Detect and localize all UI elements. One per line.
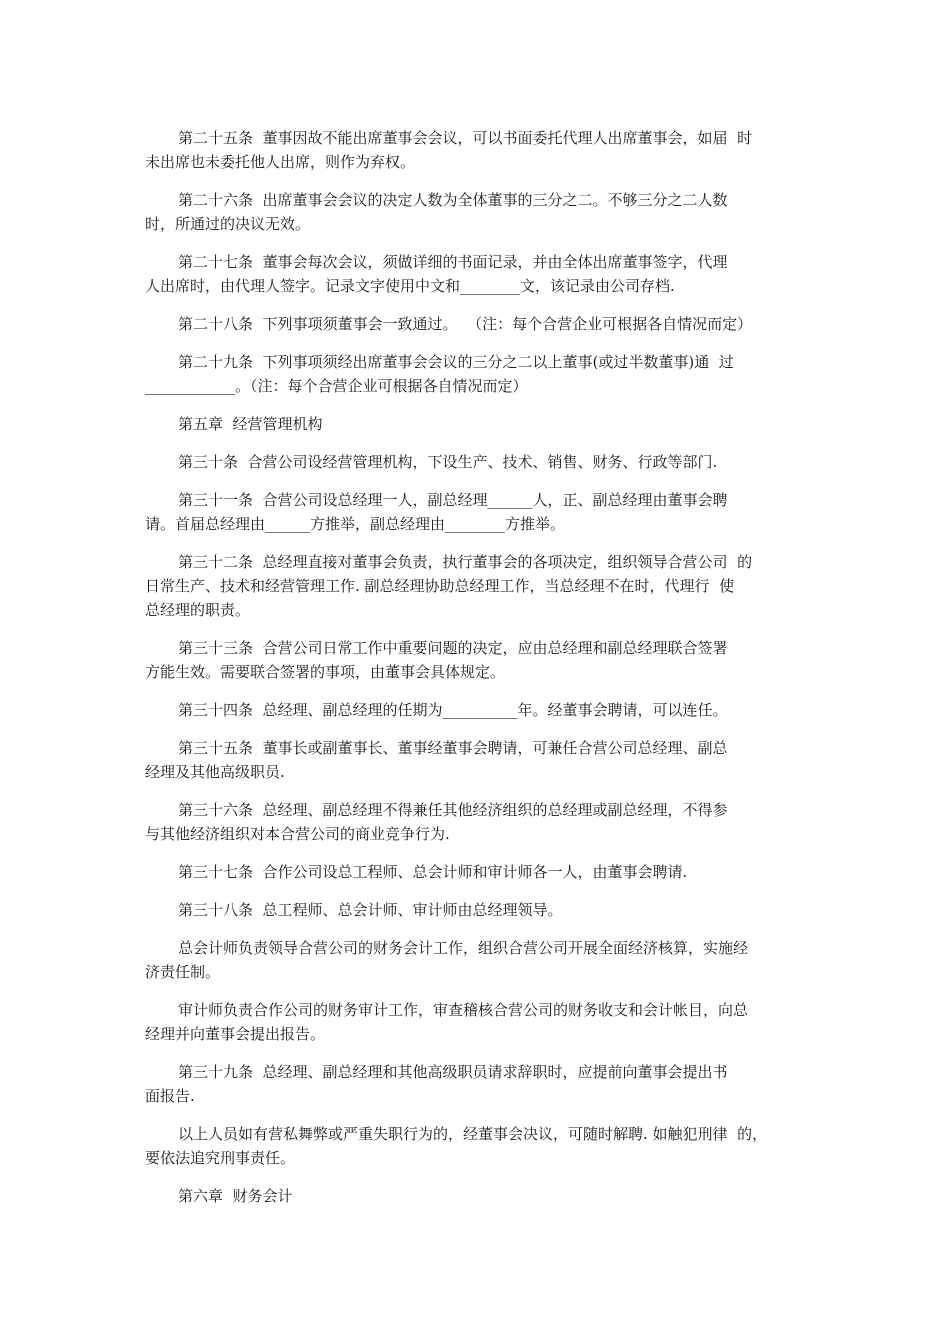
article-30 <box>145 450 805 474</box>
text-line: 第三十五条 董事长或副董事长、董事经董事会聘请，可兼任合营公司总经理、副总 <box>178 739 728 757</box>
text-line: 审计师负责合作公司的财务审计工作，审查稽核合营公司的财务收支和会计帐目，向总 <box>178 1001 749 1019</box>
article-34 <box>145 698 805 722</box>
text-line: ____________。（注：每个合营企业可根据各自情况而定） <box>145 377 528 395</box>
text-line: 第三十六条 总经理、副总经理不得兼任其他经济组织的总经理或副总经理，不得参 <box>178 801 728 819</box>
article-38 <box>145 898 805 922</box>
article-35 <box>145 736 805 784</box>
auditor-duties <box>145 998 805 1046</box>
text-line: 第二十六条 出席董事会会议的决定人数为全体董事的三分之二。不够三分之二人数 <box>178 191 728 209</box>
text-line: 第三十一条 合营公司设总经理一人，副总经理______人，正、副总经理由董事会聘 <box>178 491 728 509</box>
text-line: 第三十八条 总工程师、总会计师、审计师由总经理领导。 <box>178 901 563 919</box>
article-28 <box>145 312 805 336</box>
text-line: 总会计师负责领导合营公司的财务会计工作，组织合营公司开展全面经济核算，实施经 <box>178 939 749 957</box>
text-line: 方能生效。需要联合签署的事项，由董事会具体规定。 <box>145 663 506 681</box>
article-31 <box>145 488 805 536</box>
text-line: 面报告. <box>145 1087 195 1105</box>
text-line: 第五章 经营管理机构 <box>178 415 323 433</box>
text-line: 总经理的职责。 <box>145 601 251 619</box>
text-line: 要依法追究刑事责任。 <box>145 1149 296 1167</box>
article-36 <box>145 798 805 846</box>
chief-accountant-duties <box>145 936 805 984</box>
text-line: 第六章 财务会计 <box>178 1187 293 1205</box>
text-line: 经理及其他高级职员. <box>145 763 285 781</box>
article-27 <box>145 250 805 298</box>
text-line: 日常生产、技术和经营管理工作. 副总经理协助总经理工作，当总经理不在时，代理行 使 <box>145 577 735 595</box>
dismissal-clause <box>145 1122 805 1170</box>
article-26 <box>145 188 805 236</box>
article-32 <box>145 550 805 622</box>
article-37 <box>145 860 805 884</box>
text-line: 经理并向董事会提出报告。 <box>145 1025 326 1043</box>
text-line: 第二十九条 下列事项须经出席董事会会议的三分之二以上董事(或过半数董事)通 过 <box>178 353 734 371</box>
text-line: 济责任制。 <box>145 963 221 981</box>
document-body <box>145 126 805 1222</box>
text-line: 第二十五条 董事因故不能出席董事会会议，可以书面委托代理人出席董事会，如届 时 <box>178 129 753 147</box>
chapter-5-heading <box>145 412 805 436</box>
text-line: 时，所通过的决议无效。 <box>145 215 311 233</box>
text-line: 第三十四条 总经理、副总经理的任期为__________年。经董事会聘请，可以连任。 <box>178 701 728 719</box>
text-line: 与其他经济组织对本合营公司的商业竞争行为. <box>145 825 450 843</box>
text-line: 第三十条 合营公司设经营管理机构，下设生产、技术、销售、财务、行政等部门. <box>178 453 718 471</box>
text-line: 第三十七条 合作公司设总工程师、总会计师和审计师各一人，由董事会聘请. <box>178 863 688 881</box>
text-line: 第三十三条 合营公司日常工作中重要问题的决定，应由总经理和副总经理联合签署 <box>178 639 728 657</box>
text-line: 第二十八条 下列事项须董事会一致通过。 （注：每个合营企业可根据各自情况而定） <box>178 315 753 333</box>
chapter-6-heading <box>145 1184 805 1208</box>
text-line: 请。首届总经理由______方推举，副总经理由________方推举。 <box>145 515 566 533</box>
text-line: 以上人员如有营私舞弊或严重失职行为的，经董事会决议，可随时解聘. 如触犯刑律 的， <box>178 1125 768 1143</box>
article-33 <box>145 636 805 684</box>
text-line: 第三十二条 总经理直接对董事会负责，执行董事会的各项决定，组织领导合营公司 的 <box>178 553 753 571</box>
article-29 <box>145 350 805 398</box>
text-line: 人出席时，由代理人签字。记录文字使用中文和________文，该记录由公司存档. <box>145 277 675 295</box>
text-line: 未出席也未委托他人出席，则作为弃权。 <box>145 153 416 171</box>
article-39 <box>145 1060 805 1108</box>
article-25 <box>145 126 805 174</box>
text-line: 第三十九条 总经理、副总经理和其他高级职员请求辞职时，应提前向董事会提出书 <box>178 1063 728 1081</box>
text-line: 第二十七条 董事会每次会议，须做详细的书面记录，并由全体出席董事签字，代理 <box>178 253 728 271</box>
